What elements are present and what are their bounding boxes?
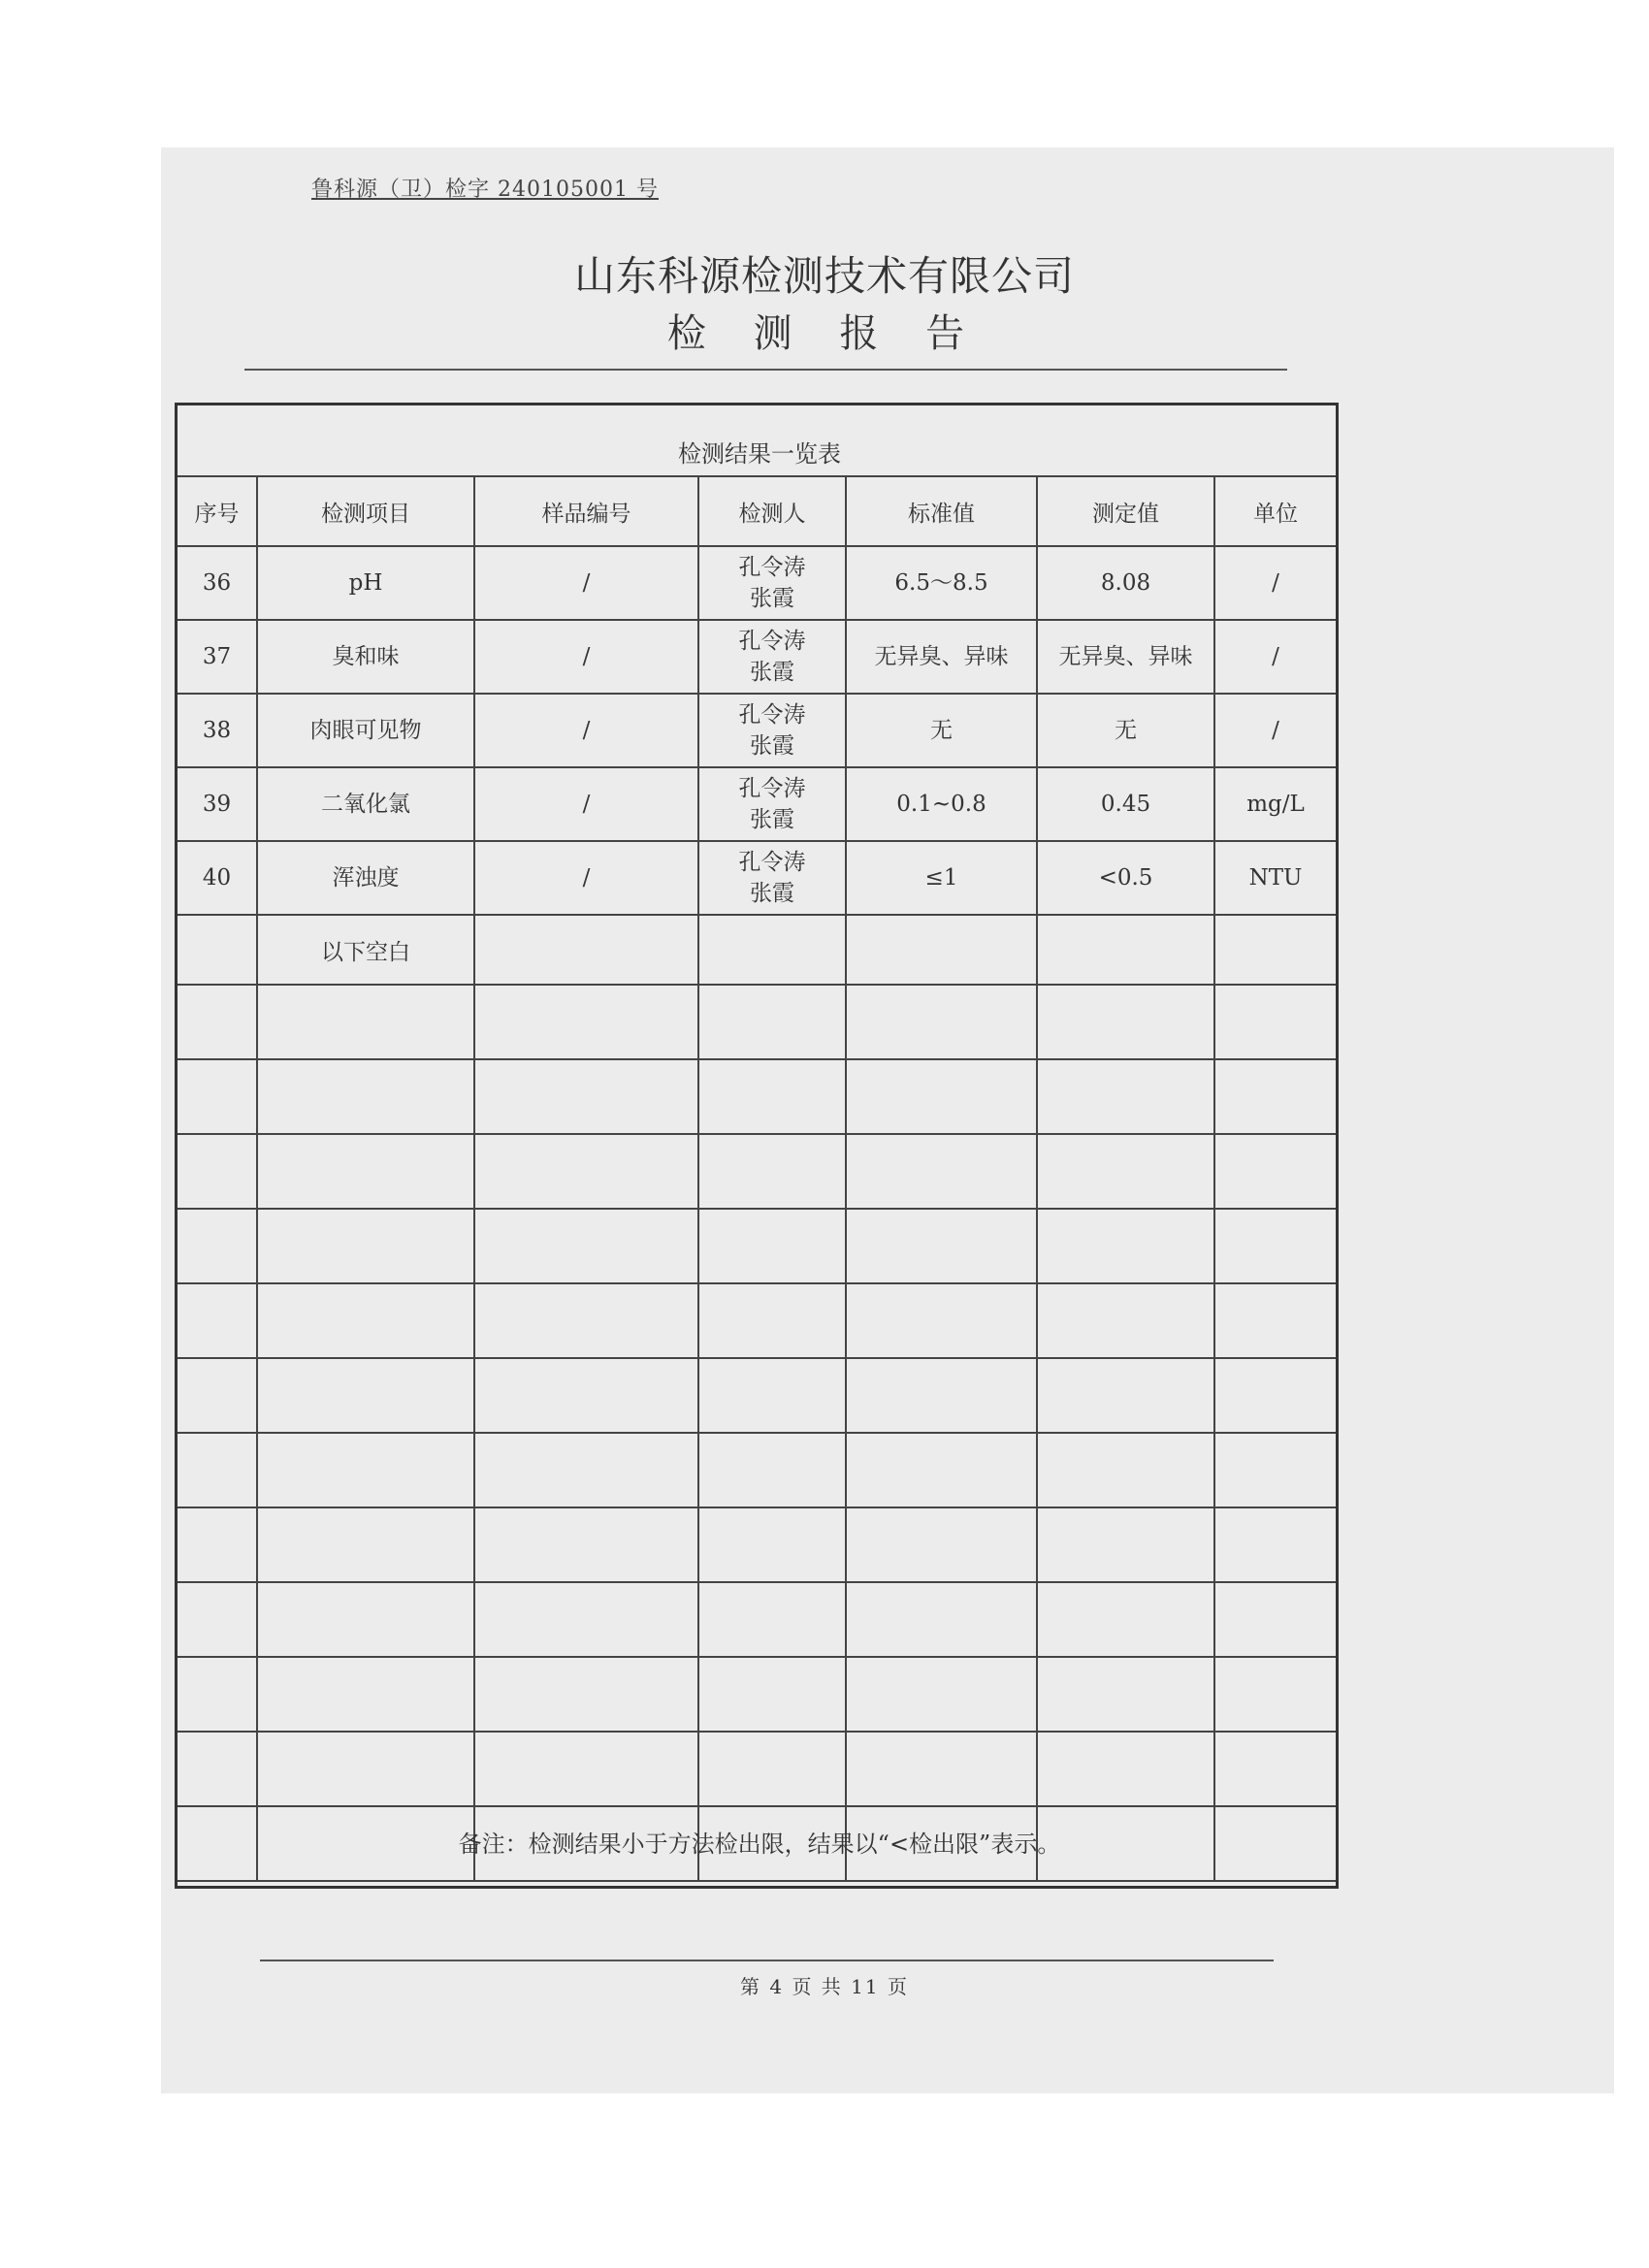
header-no: 序号 xyxy=(178,476,257,546)
cell-standard: 6.5～8.5 xyxy=(846,546,1037,620)
header-tester: 检测人 xyxy=(698,476,846,546)
table-header-row xyxy=(178,476,1336,546)
blank-marker-row xyxy=(178,915,1336,985)
cell-standard: ≤1 xyxy=(846,841,1037,915)
cell-sample-id: / xyxy=(474,620,698,694)
table-title: 检测结果一览表 xyxy=(678,440,841,468)
header-unit: 单位 xyxy=(1214,476,1336,546)
tester-name: 孔令涛 xyxy=(738,702,806,728)
cell-standard: 无异臭、异味 xyxy=(846,620,1037,694)
empty-row xyxy=(178,1134,1336,1209)
cell-item: 浑浊度 xyxy=(257,841,474,915)
cell-tester xyxy=(698,694,846,767)
tester-name: 孔令涛 xyxy=(738,776,806,801)
tester-name: 张霞 xyxy=(750,807,794,832)
table-row xyxy=(178,767,1336,841)
page-number: 第 4 页 共 11 页 xyxy=(740,1975,909,1998)
report-number: 鲁科源（卫）检字 240105001 号 xyxy=(311,178,659,202)
tester-name: 孔令涛 xyxy=(738,555,806,580)
cell-sample-id: / xyxy=(474,694,698,767)
table-row xyxy=(178,620,1336,694)
cell-unit: NTU xyxy=(1214,841,1336,915)
footer-divider xyxy=(260,1960,1274,1961)
cell-unit: mg/L xyxy=(1214,767,1336,841)
table-row xyxy=(178,694,1336,767)
cell-no: 38 xyxy=(178,694,257,767)
company-name: 山东科源检测技术有限公司 xyxy=(573,252,1075,300)
cell-unit: / xyxy=(1214,620,1336,694)
report-title: 检 测 报 告 xyxy=(666,311,983,356)
cell-tester xyxy=(698,841,846,915)
cell-measured: <0.5 xyxy=(1037,841,1214,915)
remark-note: 备注：检测结果小于方法检出限，结果以“<检出限”表示。 xyxy=(458,1831,1061,1858)
results-table xyxy=(178,475,1336,1882)
cell-measured: 无异臭、异味 xyxy=(1037,620,1214,694)
table-row xyxy=(178,841,1336,915)
empty-row xyxy=(178,1059,1336,1134)
tester-name: 张霞 xyxy=(750,733,794,759)
cell-no: 39 xyxy=(178,767,257,841)
empty-row xyxy=(178,1582,1336,1657)
cell-item: 肉眼可见物 xyxy=(257,694,474,767)
blank-marker: 以下空白 xyxy=(257,915,474,985)
empty-row xyxy=(178,1209,1336,1283)
cell-no: 36 xyxy=(178,546,257,620)
empty-row xyxy=(178,1358,1336,1433)
tester-name: 张霞 xyxy=(750,586,794,611)
cell-item: 二氧化氯 xyxy=(257,767,474,841)
cell-unit: / xyxy=(1214,546,1336,620)
cell-tester xyxy=(698,546,846,620)
empty-row xyxy=(178,1657,1336,1732)
cell-sample-id: / xyxy=(474,767,698,841)
cell-measured: 0.45 xyxy=(1037,767,1214,841)
cell-no: 37 xyxy=(178,620,257,694)
cell-sample-id: / xyxy=(474,546,698,620)
header-sample-id: 样品编号 xyxy=(474,476,698,546)
cell-standard: 0.1~0.8 xyxy=(846,767,1037,841)
empty-row xyxy=(178,1732,1336,1806)
cell-measured: 无 xyxy=(1037,694,1214,767)
tester-name: 孔令涛 xyxy=(738,629,806,654)
cell-tester xyxy=(698,767,846,841)
cell-unit: / xyxy=(1214,694,1336,767)
cell-tester xyxy=(698,620,846,694)
empty-row xyxy=(178,985,1336,1059)
cell-item: 臭和味 xyxy=(257,620,474,694)
cell-item: pH xyxy=(257,546,474,620)
tester-name: 孔令涛 xyxy=(738,850,806,875)
cell-standard: 无 xyxy=(846,694,1037,767)
tester-name: 张霞 xyxy=(750,660,794,685)
cell-measured: 8.08 xyxy=(1037,546,1214,620)
header-item: 检测项目 xyxy=(257,476,474,546)
empty-row xyxy=(178,1283,1336,1358)
results-frame xyxy=(175,403,1339,1889)
table-row xyxy=(178,546,1336,620)
header-divider xyxy=(244,369,1287,371)
header-standard: 标准值 xyxy=(846,476,1037,546)
cell-sample-id: / xyxy=(474,841,698,915)
empty-row xyxy=(178,1433,1336,1507)
header-measured: 测定值 xyxy=(1037,476,1214,546)
tester-name: 张霞 xyxy=(750,881,794,906)
cell-no: 40 xyxy=(178,841,257,915)
empty-row xyxy=(178,1507,1336,1582)
